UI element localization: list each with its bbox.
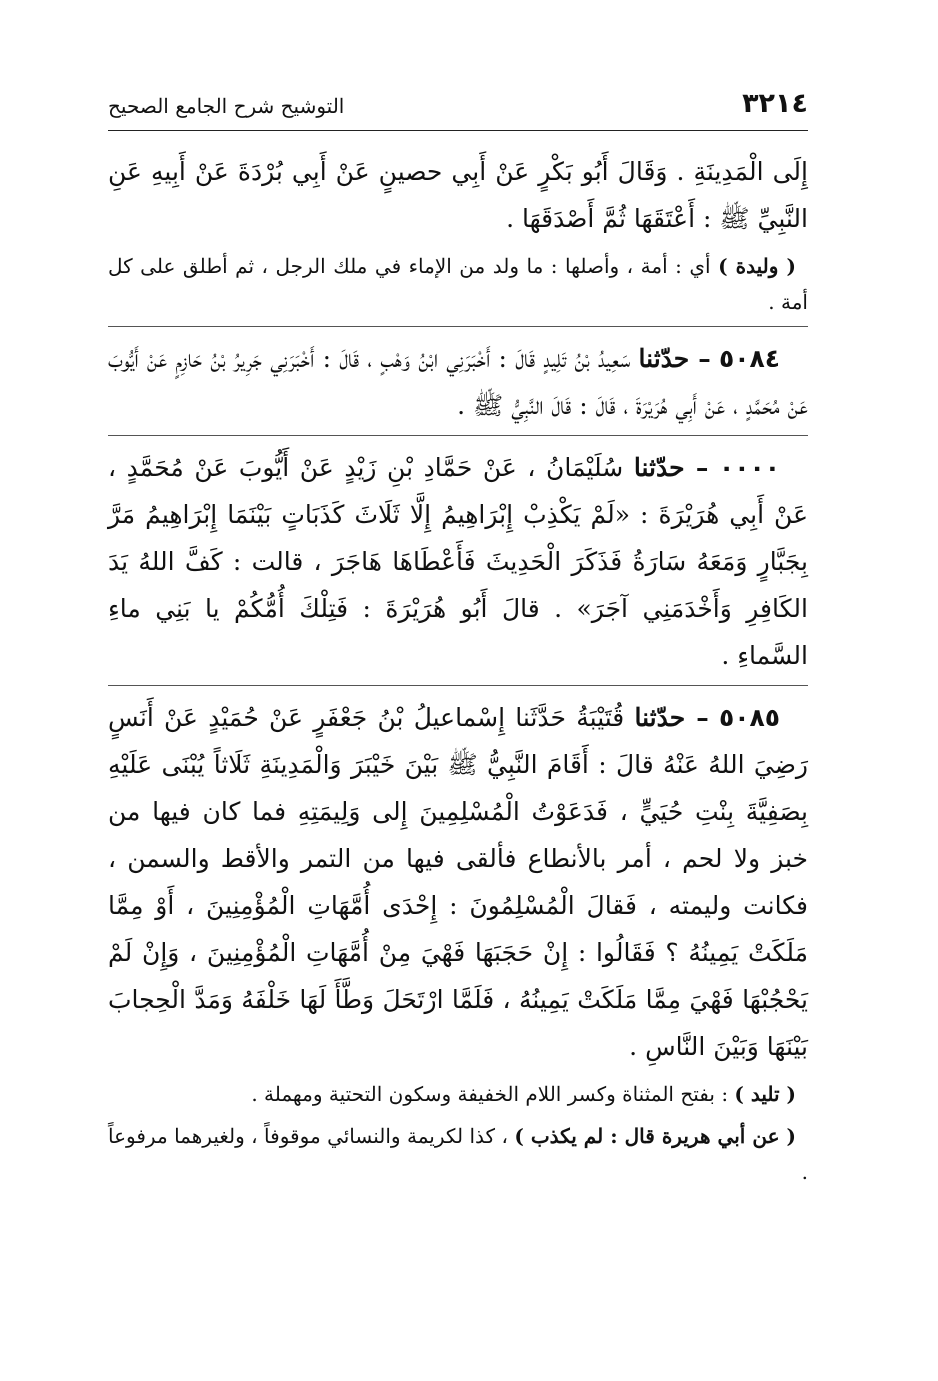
hadith-0000 — [108, 444, 808, 679]
section-divider — [108, 685, 808, 686]
page-number: ٣٢١٤ — [742, 88, 808, 119]
section-divider — [108, 326, 808, 327]
hadith-number: ٥٠٨٥ — [718, 703, 781, 732]
commentary-note-talid — [108, 1076, 808, 1112]
haddathana-label: – حدّثنا — [633, 453, 709, 482]
commentary-note-abu-hurayra — [108, 1118, 808, 1190]
note-text: أي : أمة ، وأصلها : ما ولد من الإماء في ملك الرجل ، ثم أطلق على كل أمة . — [108, 254, 808, 314]
note-term: ( عن أبي هريرة قال : لم يكذب ) — [514, 1124, 796, 1148]
note-text: ، كذا لكريمة والنسائي موقوفاً ، ولغيرهما مرفوعاً . — [108, 1124, 808, 1184]
hadith-continuation: إِلَى الْمَدِينَةِ . وَقَالَ أَبُو بَكْرٍ عَنْ أَبِي حصينٍ عَنْ أَبِي بُرْدَةَ عَنْ أَبِيهِ عَنِ النَّبِيِّ ﷺ : أَعْتَقَهَا ثُمَّ أَصْدَقَهَا . — [108, 157, 808, 233]
haddathana-label: – حدّثنا — [638, 344, 711, 373]
running-title: التوشيح شرح الجامع الصحيح — [108, 94, 345, 118]
page-header — [108, 86, 808, 131]
page-content — [108, 148, 808, 1196]
note-term: ( وليدة ) — [718, 254, 796, 278]
note-text: : بفتح المثناة وكسر اللام الخفيفة وسكون التحتية ومهملة . — [251, 1082, 735, 1106]
commentary-note-walida — [108, 248, 808, 320]
hadith-5084 — [108, 335, 808, 429]
hadith-number: ٥٠٨٤ — [718, 344, 781, 373]
section-divider — [108, 435, 808, 436]
hadith-text: سَعِيدُ بْنُ تَلِيدٍ قَالَ : أَخْبَرَنِي ابْنُ وَهْبٍ ، قَالَ : أَخْبَرَنِي جَرِيرُ بْنُ حَازِمٍ عَنْ أَيُّوبَ عَنْ مُحَمَّدٍ ، عَنْ أَبِي هُرَيْرَةَ ، قَالَ : قَالَ النَّبِيُّ ﷺ . — [108, 344, 808, 420]
hadith-number: ٠٠٠٠ — [718, 453, 781, 482]
hadith-5085 — [108, 694, 808, 1070]
hadith-text: قُتَيْبَةُ حَدَّثَنا إِسْماعيلُ بْنُ جَعْفَرٍ عَنْ حُمَيْدٍ عَنْ أَنَسٍ رَضِيَ اللهُ عَنْهُ قالَ : أَقَامَ النَّبِيُّ ﷺ بَيْنَ خَيْبَرَ وَالْمَدِينَةِ ثَلَاثاً يُبْنَى عَلَيْهِ بِصَفِيَّةَ بِنْتِ حُيَيٍّ ، فَدَعَوْتُ الْمُسْلِمِينَ إِلى وَلِيمَتِهِ فما كان فيها من خبز ولا لحم ، أمر بالأنطاع فألقى فيها من التمر والأقط والسمن ، فكانت وليمته ، فَقالَ الْمُسْلِمُونَ : إِحْدَى أُمَّهَاتِ الْمُؤْمِنِينَ ، أَوْ مِمَّا مَلَكَتْ يَمِينُهُ ؟ فَقَالُوا : إِنْ حَجَبَهَا فَهْيَ مِنْ أُمَّهَاتِ الْمُؤْمِنِينَ ، وَإِنْ لَمْ يَحْجُبْهَا فَهْيَ مِمَّا مَلَكَتْ يَمِينُهُ ، فَلَمَّا ارْتَحَلَ وَطَّأَ لَهَا خَلْفَهُ وَمَدَّ الْحِجابَ بَيْنَهَا وَبَيْنَ النَّاسِ . — [108, 703, 808, 1061]
haddathana-label: – حدّثنا — [634, 703, 709, 732]
note-term: ( تليد ) — [734, 1082, 796, 1106]
hadith-text: سُلَيْمَانُ ، عَنْ حَمَّادِ بْنِ زَيْدٍ عَنْ أَيُّوبَ عَنْ مُحَمَّدٍ ، عَنْ أَبِي هُرَيْرَةَ : «لَمْ يَكْذِبْ إِبْرَاهِيمُ إِلَّا ثَلَاثَ كَذَبَاتٍ بَيْنَمَا إِبْرَاهِيمُ مَرَّ بِجَبَّارٍ وَمَعَهُ سَارَةُ فَذَكَرَ الْحَدِيثَ فَأَعْطَاهَا هَاجَرَ ، قالت : كَفَّ اللهُ يَدَ الكَافِرِ وَأَخْدَمَنِي آجَرَ» . قالَ أَبُو هُرَيْرَةَ : فَتِلْكَ أُمُّكُمْ يا بَنِي ماءِ السَّماءِ . — [108, 453, 808, 670]
